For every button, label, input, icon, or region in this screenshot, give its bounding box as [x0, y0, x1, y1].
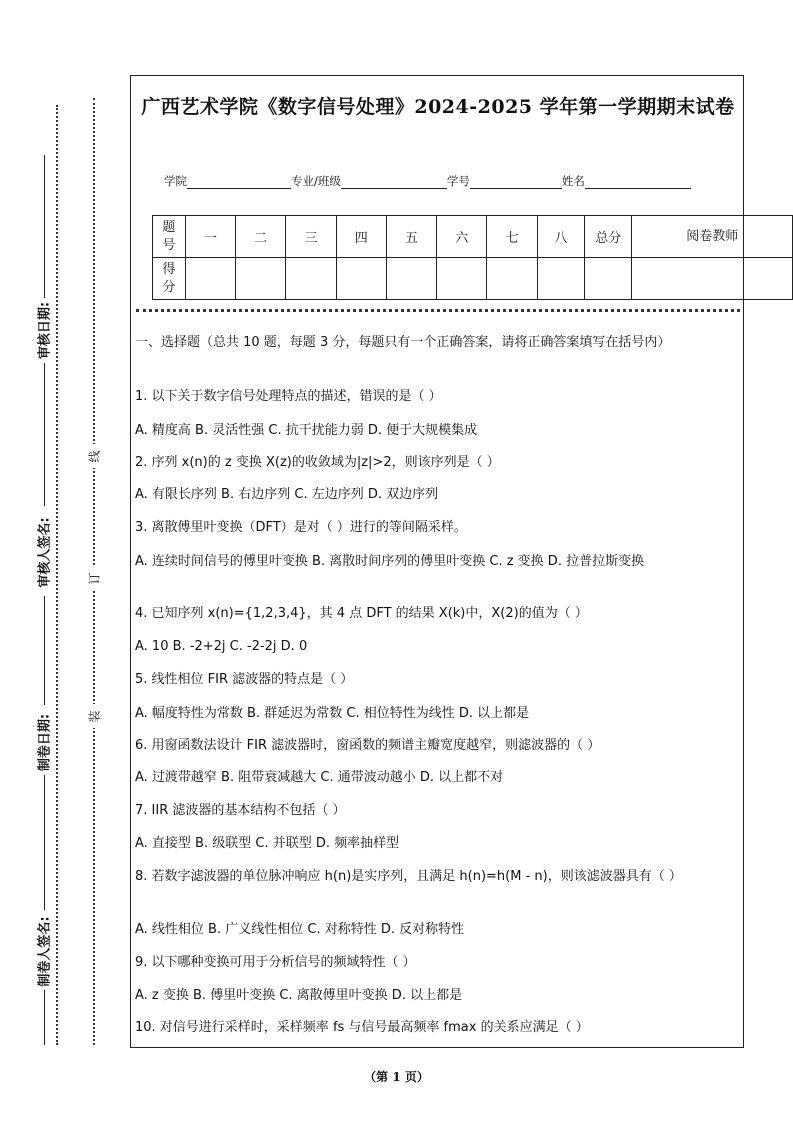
- question-2: 2. 序列 x(n)的 z 变换 X(z)的收敛域为|z|>2，则该序列是（ ）: [135, 455, 500, 470]
- col-header: 七: [487, 216, 537, 258]
- dotted-separator: [136, 309, 740, 312]
- name-field[interactable]: [585, 176, 691, 189]
- score-cell[interactable]: [487, 258, 537, 300]
- col-header: 四: [336, 216, 386, 258]
- options-4: A. 10 B. -2+2j C. -2-2j D. 0: [135, 639, 308, 654]
- col-header-grader: 阅卷教师: [632, 216, 793, 258]
- score-cell[interactable]: [537, 258, 584, 300]
- col-header: 八: [537, 216, 584, 258]
- options-8: A. 线性相位 B. 广义线性相位 C. 对称特性 D. 反对称特性: [135, 922, 465, 937]
- options-6: A. 过渡带越窄 B. 阻带衰减越大 C. 通带波动越小 D. 以上都不对: [135, 770, 504, 785]
- question-10: 10. 对信号进行采样时，采样频率 fs 与信号最高频率 fmax 的关系应满足（ ）: [135, 1020, 589, 1035]
- student-id-field[interactable]: [470, 176, 562, 189]
- score-cell[interactable]: [185, 258, 235, 300]
- row-label-question-no: 题号: [153, 216, 186, 258]
- options-5: A. 幅度特性为常数 B. 群延迟为常数 C. 相位特性为线性 D. 以上都是: [135, 706, 530, 721]
- score-cell[interactable]: [632, 258, 793, 300]
- col-header: 六: [437, 216, 487, 258]
- question-9: 9. 以下哪种变换可用于分析信号的频域特性（ ）: [135, 955, 416, 970]
- make-date-label: 制卷日期:: [37, 713, 53, 772]
- question-6: 6. 用窗函数法设计 FIR 滤波器时，窗函数的频谱主瓣宽度越窄，则滤波器的（ ）: [135, 738, 601, 753]
- section-heading: 一、选择题（总共 10 题，每题 3 分，每题只有一个正确答案，请将正确答案填写在括号内）: [135, 335, 671, 350]
- review-date-label: 审核日期:: [37, 301, 53, 360]
- score-cell[interactable]: [437, 258, 487, 300]
- col-header: 一: [185, 216, 235, 258]
- col-header: 五: [386, 216, 436, 258]
- col-header: 总分: [585, 216, 632, 258]
- college-label: 学院: [164, 174, 187, 188]
- binding-char-zhuang: 装: [87, 710, 102, 723]
- name-label: 姓名: [561, 174, 585, 188]
- major-field[interactable]: [341, 176, 447, 189]
- question-3: 3. 离散傅里叶变换（DFT）是对（ ）进行的等间隔采样。: [135, 520, 467, 535]
- question-8: 8. 若数字滤波器的单位脉冲响应 h(n)是实序列，且满足 h(n)=h(M - n)，则该滤波器具有（ ）: [135, 869, 682, 884]
- col-header: 二: [236, 216, 286, 258]
- reviewer-sign-label: 审核人签名:: [37, 517, 53, 588]
- question-1: 1. 以下关于数字信号处理特点的描述，错误的是（ ）: [135, 389, 442, 404]
- maker-sign-label: 制卷人签名:: [37, 916, 53, 987]
- options-2: A. 有限长序列 B. 右边序列 C. 左边序列 D. 双边序列: [135, 487, 439, 502]
- row-label-score: 得分: [153, 258, 186, 300]
- options-3: A. 连续时间信号的傅里叶变换 B. 离散时间序列的傅里叶变换 C. z 变换 D. 拉普拉斯变换: [135, 554, 645, 569]
- binding-char-xian: 线: [87, 450, 102, 463]
- exam-title: 广西艺术学院《数字信号处理》2024-2025 学年第一学期期末试卷: [141, 96, 735, 118]
- options-7: A. 直接型 B. 级联型 C. 并联型 D. 频率抽样型: [135, 836, 400, 851]
- score-cell[interactable]: [336, 258, 386, 300]
- student-info-line: [164, 173, 724, 189]
- question-7: 7. IIR 滤波器的基本结构不包括（ ）: [135, 803, 346, 818]
- page-number: （第 1 页）: [364, 1070, 429, 1084]
- col-header: 三: [286, 216, 336, 258]
- question-5: 5. 线性相位 FIR 滤波器的特点是（ ）: [135, 672, 354, 687]
- margin-dotted-line-outer: [56, 105, 58, 1045]
- major-label: 专业/班级: [291, 174, 341, 188]
- score-cell[interactable]: [286, 258, 336, 300]
- score-cell[interactable]: [236, 258, 286, 300]
- question-4: 4. 已知序列 x(n)={1,2,3,4}，其 4 点 DFT 的结果 X(k)中，X(2)的值为（ ）: [135, 606, 588, 621]
- options-1: A. 精度高 B. 灵活性强 C. 抗干扰能力弱 D. 便于大规模集成: [135, 423, 478, 438]
- score-cell[interactable]: [585, 258, 632, 300]
- binding-char-ding: 订: [87, 572, 102, 585]
- score-table: [152, 215, 793, 300]
- options-9: A. z 变换 B. 傅里叶变换 C. 离散傅里叶变换 D. 以上都是: [135, 988, 463, 1003]
- student-id-label: 学号: [446, 174, 470, 188]
- score-cell[interactable]: [386, 258, 436, 300]
- college-field[interactable]: [187, 176, 291, 189]
